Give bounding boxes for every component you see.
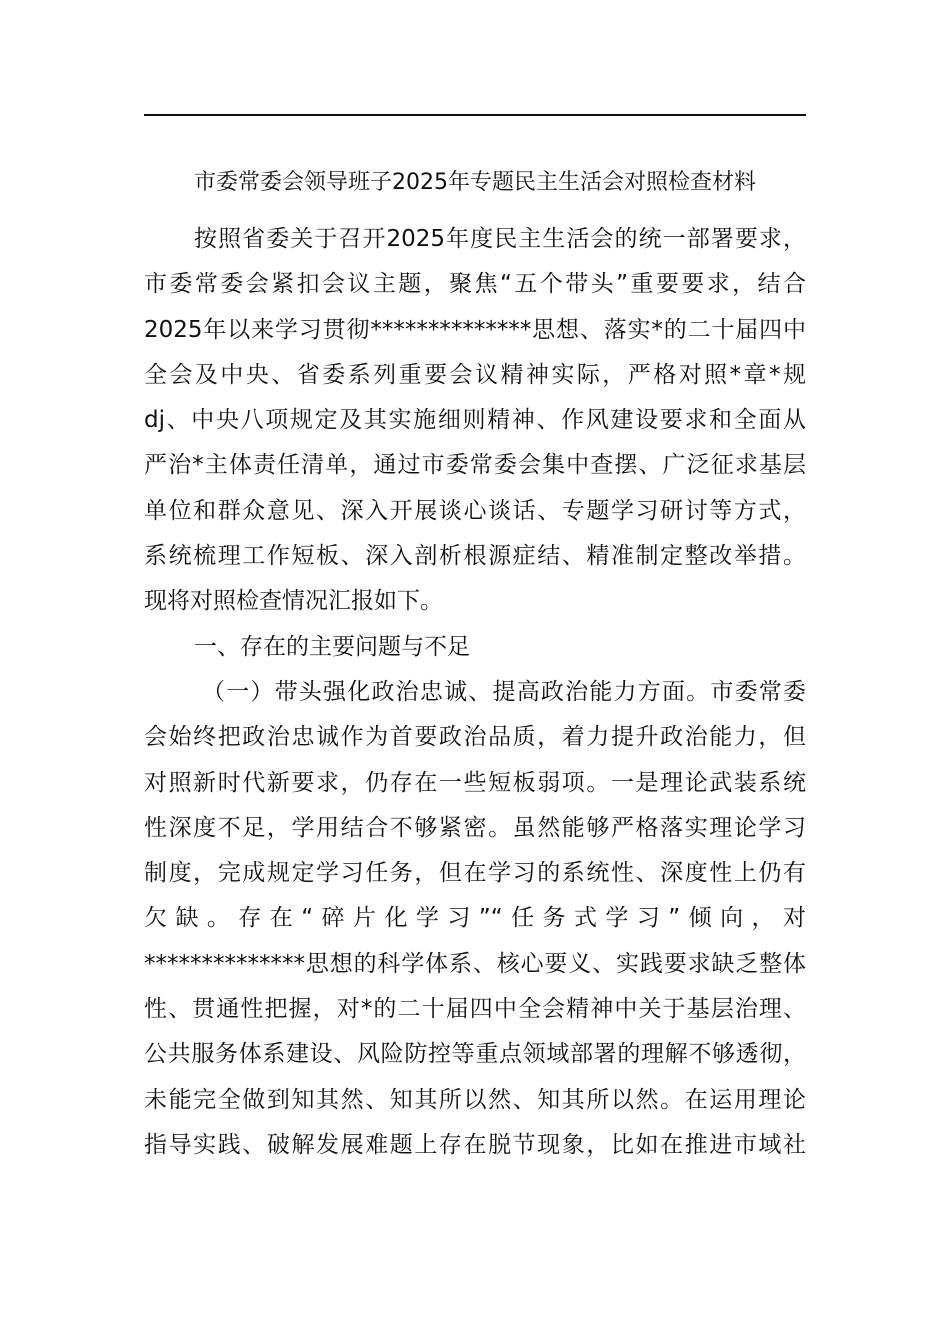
text-line: 系统梳理工作短板、深入剖析根源症结、精准制定整改举措。 — [144, 543, 806, 570]
text-line: 性深度不足，学用结合不够紧密。虽然能够严格落实理论学习 — [144, 814, 806, 841]
text-line: 严治*主体责任清单，通过市委常委会集中查摆、广泛征求基层 — [144, 452, 806, 479]
section-heading: 一、存在的主要问题与不足 — [194, 633, 470, 660]
text-line: 会始终把政治忠诚作为首要政治品质，着力提升政治能力，但 — [144, 724, 806, 751]
document-body — [144, 217, 806, 1168]
text-line: 公共服务体系建设、风险防控等重点领域部署的理解不够透彻， — [144, 1041, 806, 1068]
text-line: 指导实践、破解发展难题上存在脱节现象，比如在推进市域社 — [144, 1131, 806, 1158]
text-line: 单位和群众意见、深入开展谈心谈话、专题学习研讨等方式， — [144, 497, 806, 524]
text-line: 未能完全做到知其然、知其所以然、知其所以然。在运用理论 — [144, 1086, 806, 1113]
text-line: 全会及中央、省委系列重要会议精神实际，严格对照*章*规 — [144, 361, 806, 388]
header-rule — [144, 114, 806, 116]
text-line: 现将对照检查情况汇报如下。 — [144, 588, 443, 615]
text-line: 欠缺。存在“碎片化学习”“任务式学习”倾向，对 — [144, 905, 806, 932]
text-line: 2025年以来学习贯彻**************思想、落实*的二十届四中 — [144, 316, 806, 343]
text-line: dj、中央八项规定及其实施细则精神、作风建设要求和全面从 — [144, 407, 806, 434]
text-line: 制度，完成规定学习任务，但在学习的系统性、深度性上仍有 — [144, 860, 806, 887]
text-line: 按照省委关于召开2025年度民主生活会的统一部署要求， — [194, 226, 806, 252]
text-line: （一）带头强化政治忠诚、提高政治能力方面。市委常委 — [202, 678, 806, 705]
text-line: 对照新时代新要求，仍存在一些短板弱项。一是理论武装系统 — [144, 769, 806, 796]
text-line: **************思想的科学体系、核心要义、实践要求缺乏整体 — [144, 950, 806, 977]
document-title: 市委常委会领导班子2025年专题民主生活会对照检查材料 — [194, 170, 756, 195]
text-line: 市委常委会紧扣会议主题，聚焦“五个带头”重要要求，结合 — [144, 271, 806, 298]
text-line: 性、贯通性把握，对*的二十届四中全会精神中关于基层治理、 — [144, 996, 806, 1023]
